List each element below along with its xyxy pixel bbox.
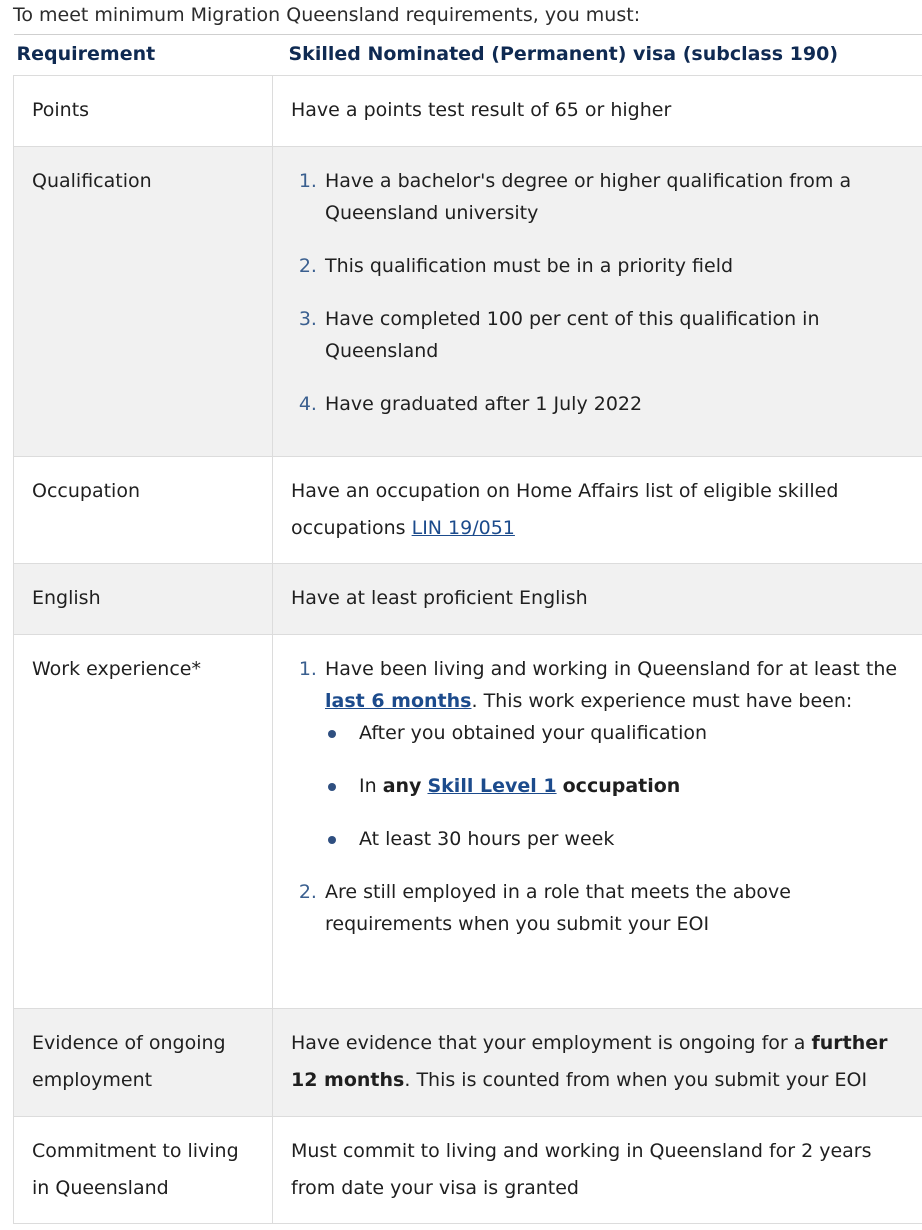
table-row xyxy=(14,457,922,564)
row-value-points: Have a points test result of 65 or higher xyxy=(273,76,922,147)
row-label-occupation: Occupation xyxy=(14,457,273,564)
table-row xyxy=(14,147,922,457)
row-label-english: English xyxy=(14,564,273,635)
list-item xyxy=(323,653,918,855)
bullet-bold-text: any xyxy=(382,775,422,797)
table-row xyxy=(14,1117,922,1224)
list-item: 4. Have graduated after 1 July 2022 xyxy=(323,388,918,420)
last-6-months-link[interactable]: last 6 months xyxy=(325,690,472,712)
intro-text: To meet minimum Migration Queensland requirements, you must: xyxy=(13,4,641,26)
list-item: 2. Are still employed in a role that meets the above requirements when you submit your EOI xyxy=(323,876,918,940)
row-value-evidence xyxy=(273,1009,922,1117)
row-value-english: Have at least proficient English xyxy=(273,564,922,635)
header-requirement: Requirement xyxy=(14,35,273,76)
row-label-commitment: Commitment to living in Queensland xyxy=(14,1117,273,1224)
header-visa: Skilled Nominated (Permanent) visa (subclass 190) xyxy=(273,35,922,76)
requirements-table xyxy=(13,34,922,1224)
row-label-qualification: Qualification xyxy=(14,147,273,457)
occupation-text: Have an occupation on Home Affairs list of eligible skilled occupations xyxy=(291,480,839,539)
work-item-text: Have been living and working in Queensland for at least the xyxy=(325,658,898,680)
work-item-text: . This work experience must have been: xyxy=(471,690,853,712)
row-value-commitment: Must commit to living and working in Queensland for 2 years from date your visa is granted xyxy=(273,1117,922,1224)
bullet-text: In xyxy=(359,775,377,797)
row-label-evidence: Evidence of ongoing employment xyxy=(14,1009,273,1117)
list-item: 2. This qualification must be in a priority field xyxy=(323,250,918,282)
row-value-qualification xyxy=(273,147,922,457)
list-item xyxy=(359,770,918,802)
evidence-text: Have evidence that your employment is ongoing for a xyxy=(291,1032,806,1054)
evidence-text: . This is counted from when you submit your EOI xyxy=(404,1069,868,1091)
table-row xyxy=(14,1009,922,1117)
row-value-work-experience xyxy=(273,635,922,1009)
list-item: At least 30 hours per week xyxy=(359,823,918,855)
row-label-work-experience: Work experience* xyxy=(14,635,273,1009)
list-item: 1. Have a bachelor's degree or higher qualification from a Queensland university xyxy=(323,165,918,229)
work-experience-list xyxy=(291,653,918,940)
list-item: After you obtained your qualification xyxy=(359,717,918,749)
table-row xyxy=(14,635,922,1009)
row-label-points: Points xyxy=(14,76,273,147)
evidence-bold-text: further 12 months xyxy=(291,1032,888,1091)
table-header-row xyxy=(14,35,922,76)
table-row xyxy=(14,76,922,147)
lin-19-051-link[interactable]: LIN 19/051 xyxy=(411,517,515,539)
qualification-list xyxy=(291,165,918,420)
row-value-occupation xyxy=(273,457,922,564)
list-item: 3. Have completed 100 per cent of this qualification in Queensland xyxy=(323,303,918,367)
table-row xyxy=(14,564,922,635)
bullet-bold-text: occupation xyxy=(562,775,681,797)
skill-level-1-link[interactable]: Skill Level 1 xyxy=(427,775,557,797)
work-criteria-list xyxy=(325,717,918,855)
